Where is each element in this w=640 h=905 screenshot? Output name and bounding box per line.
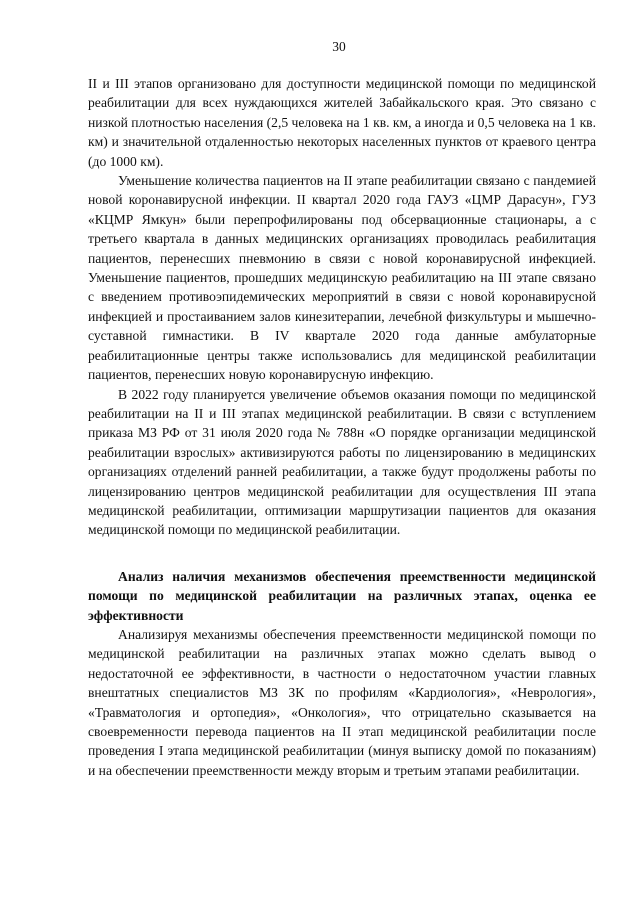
page-number: 30 [332,39,346,54]
section-heading: Анализ наличия механизмов обеспечения преемственности медицинской помощи по медицинской реабилитации на различных этапах, оценка ее эффективности [88,568,596,623]
paragraph-2022-plans: В 2022 году планируется увеличение объемов оказания помощи по медицинской реабилитации на II и III этапах медицинской реабилитации. В связи с вступлением приказа МЗ РФ от 31 июля 2020 года № 788н «О порядке организации медицинской реабилитации взрослых» активизируются работы по лицензированию в медицинских организациях отделений ранней реабилитации, а также будут продолжены работы по лицензированию центров медицинской реабилитации для осуществления III этапа медицинской реабилитации, оптимизации маршрутизации пациентов для оказания медицинской помощи по медицинской реабилитации. [88,386,596,538]
paragraph-patient-decrease: Уменьшение количества пациентов на II этапе реабилитации связано с пандемией новой коронавирусной инфекции. II квартал 2020 года ГАУЗ «ЦМР Дарасун», ГУЗ «КЦМР Ямкун» были перепрофилированы под обсервационные стационары, а с третьего квартала в данных медицинских организациях проводилась реабилитация пациентов, перенесших пневмонию в связи с новой коронавирусной инфекцией. Уменьшение пациентов, прошедших медицинскую реабилитацию на III этапе связано с введением противоэпидемических мероприятий в связи с новой коронавирусной инфекцией и простаиванием залов кинезитерапии, лечебной физкультуры и мышечно-суставной гимнастики. В IV квартале 2020 года данные амбулаторные реабилитационные центры также использовались для медицинской реабилитации пациентов, перенесших новую коронавирусную инфекцию. [88,173,596,383]
paragraph-stages-availability: II и III этапов организовано для доступности медицинской помощи по медицинской реабилитации для всех нуждающихся жителей Забайкальского края. Это связано с низкой плотностью населения (2,5 человека на 1 кв. км, а иногда и 0,5 человека на 1 кв. км) и значительной отдаленностью некоторых населенных пунктов от краевого центра (до 1000 км). [88,76,596,169]
document-page [88,38,596,780]
paragraph-continuity-analysis: Анализируя механизмы обеспечения преемственности медицинской помощи по медицинской реабилитации на различных этапах можно сделать вывод о недостаточной ее эффективности, в частности о недостаточном участии главных внештатных специалистов МЗ ЗК по профилям «Кардиология», «Неврология», «Травматология и ортопедия», «Онкология», что отрицательно сказывается на своевременности перевода пациентов на II этап медицинской реабилитации после проведения I этапа медицинской реабилитации (минуя выписку домой по показаниям) и на обеспечении преемственности между вторым и третьим этапами реабилитации. [88,626,596,778]
